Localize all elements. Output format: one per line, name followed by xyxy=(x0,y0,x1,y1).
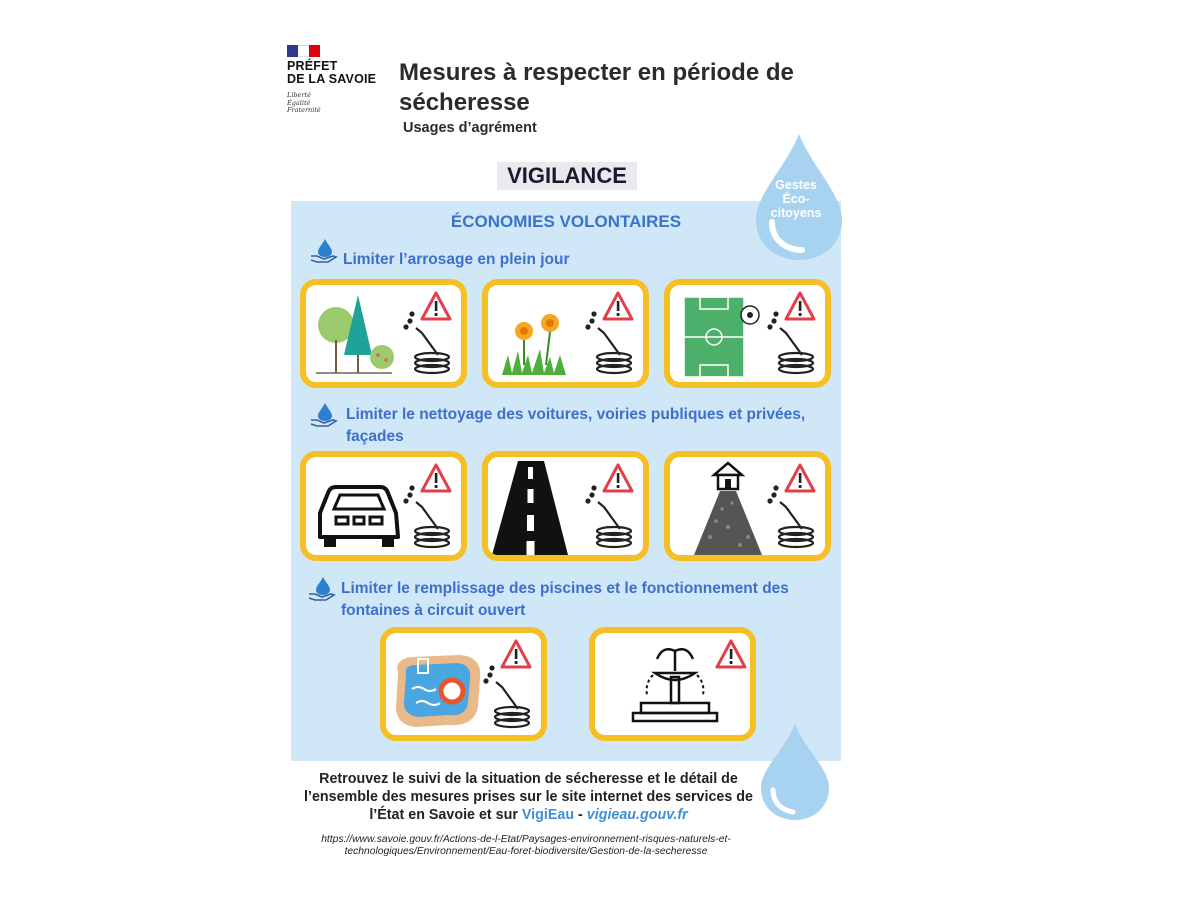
section-pools-text: Limiter le remplissage des piscines et le fonctionnement des fontaines à circuit ouvert xyxy=(341,580,789,619)
water-drop-icon xyxy=(757,722,833,822)
hose-icon xyxy=(405,313,450,374)
hose-icon xyxy=(587,487,632,548)
panel-heading: ÉCONOMIES VOLONTAIRES xyxy=(450,212,682,231)
card-sports-field-watering xyxy=(664,279,831,388)
warning-icon xyxy=(502,641,530,667)
prefecture-name: PRÉFET DE LA SAVOIE xyxy=(287,59,377,86)
prefecture-url[interactable]: https://www.savoie.gouv.fr/Actions-de-l-Etat/Paysages-environnement-risques-naturels-et-technologiques/Environnement/Eau-foret-biodiversite/Gestion-de-la-secheresse xyxy=(321,834,731,857)
water-drop-hand-icon xyxy=(308,237,338,265)
vigieau-url-link[interactable]: vigieau.gouv.fr xyxy=(586,807,688,823)
water-drop-hand-icon xyxy=(308,401,338,429)
warning-icon xyxy=(717,641,745,667)
hose-icon xyxy=(587,313,632,374)
card-fountain xyxy=(589,627,756,741)
marianne-flag-logo xyxy=(287,45,320,57)
hose-icon xyxy=(485,667,530,728)
section-cleaning-text: Limiter le nettoyage des voitures, voiries publiques et privées, façades xyxy=(346,406,806,445)
card-house-facade-washing xyxy=(664,451,831,561)
republic-motto: Liberté Égalité Fraternité xyxy=(287,91,321,114)
water-drop-hand-icon xyxy=(306,575,336,603)
alert-level-badge: VIGILANCE xyxy=(497,162,637,190)
warning-icon xyxy=(422,465,450,491)
card-flowers-watering xyxy=(482,279,649,388)
hose-icon xyxy=(769,487,814,548)
card-car-washing xyxy=(300,451,467,561)
page-subtitle: Usages d’agrément xyxy=(403,120,537,136)
eco-gestures-badge-text: Gestes Éco- citoyens xyxy=(770,178,822,220)
warning-icon xyxy=(786,465,814,491)
card-pool-filling xyxy=(380,627,547,741)
footer-info: Retrouvez le suivi de la situation de sécheresse et le détail de l’ensemble des mesures prises sur le site internet des services de l’État en Savoie et sur VigiEau - vigieau.gouv.fr xyxy=(304,771,753,823)
vigieau-link[interactable]: VigiEau xyxy=(521,807,575,823)
warning-icon xyxy=(786,293,814,319)
warning-icon xyxy=(604,465,632,491)
warning-icon xyxy=(422,293,450,319)
card-road-washing xyxy=(482,451,649,561)
warning-icon xyxy=(604,293,632,319)
page-title: Mesures à respecter en période de sécheresse xyxy=(399,59,794,116)
card-trees-watering xyxy=(300,279,467,388)
section-watering-text: Limiter l’arrosage en plein jour xyxy=(343,251,570,268)
hose-icon xyxy=(769,313,814,374)
hose-icon xyxy=(405,487,450,548)
